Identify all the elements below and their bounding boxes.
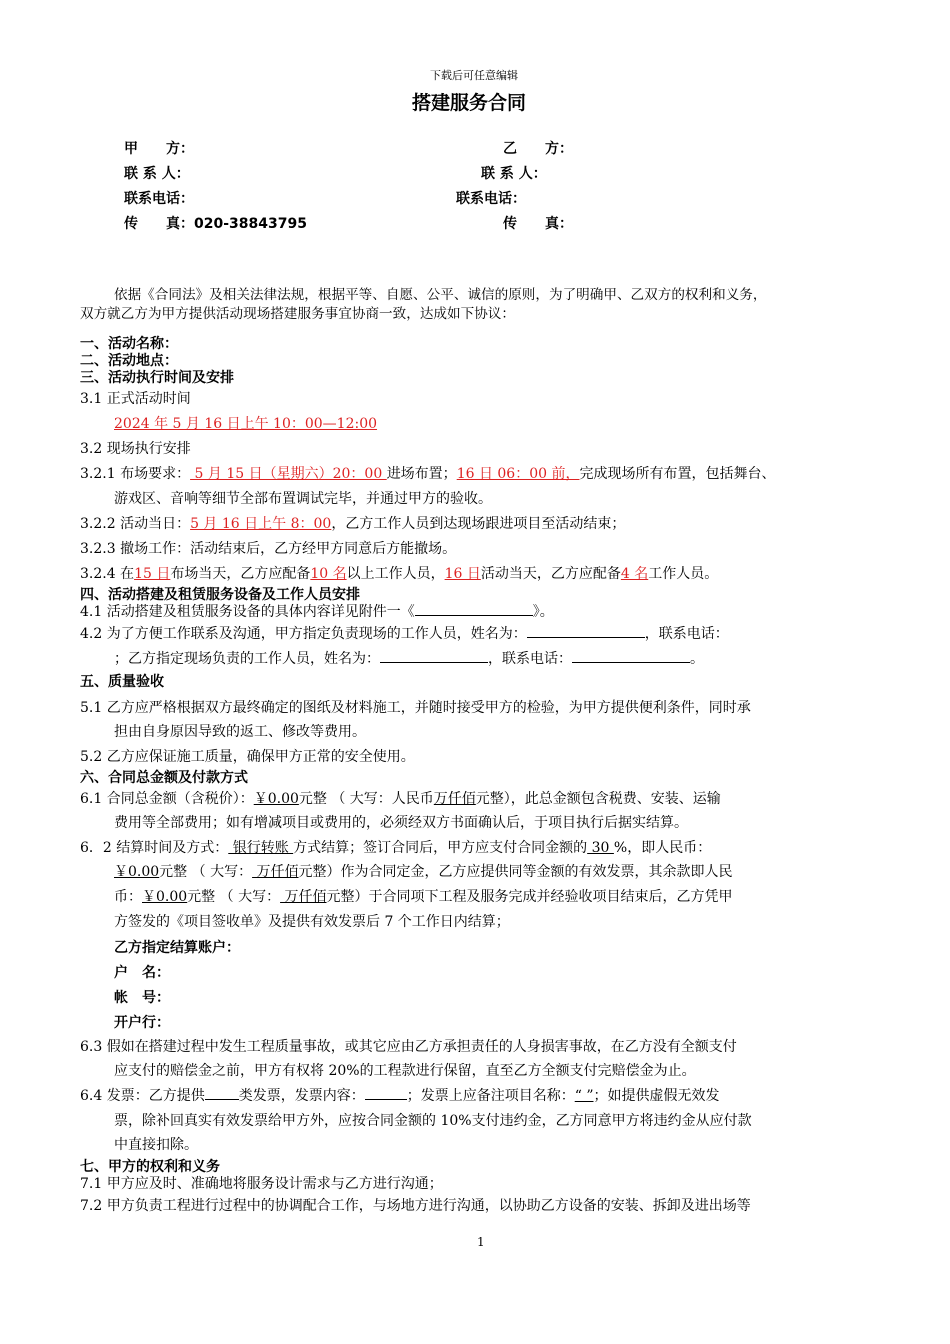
clause-6-1-text-1: 元整 （ 大写：人民币 (298, 791, 434, 807)
clause-6-1-line-1 (80, 788, 721, 808)
account-bank-label: 开户行： (114, 1015, 170, 1031)
clause-6-4-line-1 (80, 1085, 719, 1105)
event-staff-count: 4 名 (620, 566, 649, 582)
clause-6-2-text-7: 元整）于合同项下工程及服务完成并经验收项目结束后，乙方凭甲 (326, 889, 733, 905)
section-1-heading: 一、活动名称： (80, 336, 178, 352)
event-time: 2024 年 5 月 16 日上午 10：00—12:00 (114, 416, 378, 432)
clause-4-2-line-1 (80, 623, 729, 643)
clause-6-1-line-2: 费用等全部费用；如有增减项目或费用的，必须经双方书面确认后，于项目执行后据实结算。 (114, 815, 688, 831)
clause-6-4-text-2: ；发票上应备注项目名称： (406, 1088, 575, 1104)
invoice-content-blank (365, 1085, 407, 1100)
intro-line-1: 依据《合同法》及相关法律法规，根据平等、自愿、公平、诚信的原则，为了明确甲、乙双方的权利和义务， (114, 287, 767, 303)
setup-day: 15 日 (134, 566, 171, 582)
party-b-phone: 联系电话： (456, 191, 526, 207)
invoice-type-blank (205, 1085, 239, 1100)
clause-6-3-line-1: 6.3 假如在搭建过程中发生工程质量事故，或其它应由乙方承担责任的人身损害事故，在乙方没有全额支付 (80, 1039, 737, 1055)
party-b-contact: 联 系 人： (481, 166, 547, 182)
party-b-phone-blank (572, 648, 690, 663)
clause-3-2-3: 3.2.3 撤场工作：活动结束后，乙方经甲方同意后方能撤场。 (80, 541, 457, 557)
clause-6-2-text-5: 币： (114, 889, 142, 905)
clause-6-2-line-4: 方签发的《项目签收单》及提供有效发票后 7 个工作日内结算； (114, 914, 510, 930)
total-amount: ￥0.00 (253, 791, 299, 807)
setup-staff-count: 10 名 (310, 566, 347, 582)
clause-4-2-text: 4.2 为了方便工作联系及沟通，甲方指定负责现场的工作人员，姓名为： (80, 626, 527, 642)
header-note: 下载后可任意编辑 (430, 69, 518, 82)
clause-3-2-2-text: ，乙方工作人员到达现场跟进项目至活动结束； (331, 516, 626, 532)
clause-6-2-text-3: 元整 （ 大写： (159, 864, 253, 880)
party-a-label: 甲 方： (124, 141, 194, 157)
clause-3-2-4-text-4: 工作人员。 (648, 566, 719, 582)
section-7-heading: 七、甲方的权利和义务 (80, 1159, 220, 1175)
account-name-label: 户 名： (114, 965, 170, 981)
clause-4-2-phone-label: ，联系电话： (644, 626, 729, 642)
clause-3-2-4-text-3: 活动当天，乙方应配备 (480, 566, 621, 582)
clause-4-2-phone-label-2: ，联系电话： (488, 651, 572, 667)
clause-6-4-label: 6.4 发票：乙方提供 (80, 1088, 205, 1104)
party-b-staff-name-blank (380, 648, 488, 663)
clause-4-1-end: 》。 (532, 604, 554, 620)
clause-3-2-1-text-2: 完成现场所有布置，包括舞台、 (579, 466, 776, 482)
event-day: 16 日 (444, 566, 481, 582)
section-5-heading: 五、质量验收 (80, 674, 164, 690)
clause-3-2-1-line-2: 游戏区、音响等细节全部布置调试完毕，并通过甲方的验收。 (114, 491, 492, 507)
section-4-heading: 四、活动搭建及租赁服务设备及工作人员安排 (80, 587, 360, 603)
clause-5-1-line-1: 5.1 乙方应严格根据双方最终确定的图纸及材料施工，并随时接受甲方的检验，为甲方提供便利条件，同时承 (80, 700, 751, 716)
clause-6-1-text-2: 元整），此总金额包含税费、安装、运输 (475, 791, 721, 807)
deposit-percent: 30 (587, 840, 614, 856)
clause-4-2-text-2: ；乙方指定现场负责的工作人员，姓名为： (114, 651, 380, 667)
clause-6-4-line-3: 中直接扣除。 (114, 1137, 198, 1153)
clause-3-2-4-text-1: 布场当天，乙方应配备 (170, 566, 311, 582)
clause-7-1: 7.1 甲方应及时、准确地将服务设计需求与乙方进行沟通； (80, 1176, 443, 1192)
deposit-amount-words: 万仟佰 (252, 864, 299, 880)
clause-4-2-line-2 (114, 648, 704, 668)
clause-4-2-end: 。 (690, 651, 704, 667)
clause-6-2-text-6: 元整 （ 大写： (187, 889, 281, 905)
clause-5-1-line-2: 担由自身原因导致的返工、修改等费用。 (114, 724, 366, 740)
clause-3-2-2-label: 3.2.2 活动当日： (80, 516, 191, 532)
clause-6-2-text-2: %，即人民币： (613, 840, 712, 856)
event-day-time: 5 月 16 日上午 8：00 (190, 516, 332, 532)
deposit-amount: ￥0.00 (114, 864, 160, 880)
intro-line-2: 双方就乙方为甲方提供活动现场搭建服务事宜协商一致，达成如下协议： (80, 306, 515, 322)
clause-6-2-label: 6．2 结算时间及方式： (80, 840, 229, 856)
clause-6-4-text-1: 类发票，发票内容： (238, 1088, 365, 1104)
setup-start-time: 5 月 15 日（星期六）20：00 (190, 466, 387, 482)
total-amount-words: 万仟佰 (433, 791, 476, 807)
setup-deadline: 16 日 06：00 前， (456, 466, 580, 482)
clause-5-2: 5.2 乙方应保证施工质量，确保甲方正常的安全使用。 (80, 749, 415, 765)
invoice-project-name: “ ” (574, 1088, 594, 1104)
clause-6-2-line-2 (114, 861, 733, 881)
clause-6-2-text-4: 元整）作为合同定金，乙方应提供同等金额的有效发票，其余款即人民 (298, 864, 733, 880)
account-number-label: 帐 号： (114, 990, 170, 1006)
clause-3-2-1-label: 3.2.1 布场要求： (80, 466, 191, 482)
section-3-heading: 三、活动执行时间及安排 (80, 370, 234, 386)
party-b-label: 乙 方： (503, 141, 573, 157)
clause-3-2-2 (80, 513, 625, 533)
clause-3-2-1-line-1 (80, 463, 775, 483)
section-6-heading: 六、合同总金额及付款方式 (80, 770, 248, 786)
clause-3-2-4 (80, 563, 718, 583)
clause-3-2-4-label: 3.2.4 在 (80, 566, 135, 582)
party-b-fax: 传 真： (503, 216, 573, 232)
clause-3-2: 3.2 现场执行安排 (80, 441, 191, 457)
clause-6-2-line-1 (80, 837, 711, 857)
party-a-phone: 联系电话： (124, 191, 194, 207)
clause-6-3-line-2: 应支付的赔偿金之前，甲方有权将 20%的工程款进行保留，直至乙方全额支付完赔偿金为止。 (114, 1063, 696, 1079)
party-a-fax: 传 真：020-38843795 (124, 216, 307, 232)
clause-6-4-text-3: ；如提供虚假无效发 (593, 1088, 720, 1104)
clause-4-1-text: 4.1 活动搭建及租赁服务设备的具体内容详见附件一《 (80, 604, 415, 620)
page-title: 搭建服务合同 (412, 92, 527, 114)
clause-6-2-line-3 (114, 886, 733, 906)
page-number: 1 (477, 1235, 485, 1249)
clause-4-1 (80, 601, 554, 621)
clause-6-4-line-2: 票，除补回真实有效发票给甲方外，应按合同金额的 10%支付违约金，乙方同意甲方将违约金从应付款 (114, 1113, 752, 1129)
clause-3-2-1-text: 进场布置； (386, 466, 457, 482)
clause-3-2-4-text-2: 以上工作人员， (346, 566, 445, 582)
payment-method: 银行转账 (228, 840, 294, 856)
balance-amount: ￥0.00 (142, 889, 188, 905)
clause-6-1-label: 6.1 合同总金额（含税价）： (80, 791, 254, 807)
clause-3-1: 3.1 正式活动时间 (80, 391, 191, 407)
attachment-name-blank (415, 601, 533, 616)
clause-6-2-text-1: 方式结算；签订合同后，甲方应支付合同金额的 (293, 840, 588, 856)
clause-7-2: 7.2 甲方负责工程进行过程中的协调配合工作，与场地方进行沟通，以协助乙方设备的安装、拆卸及进出场等 (80, 1198, 751, 1214)
section-2-heading: 二、活动地点： (80, 353, 178, 369)
account-title: 乙方指定结算账户： (114, 940, 240, 956)
party-a-contact: 联 系 人： (124, 166, 190, 182)
balance-amount-words: 万仟佰 (280, 889, 327, 905)
party-a-staff-name-blank (527, 623, 645, 638)
